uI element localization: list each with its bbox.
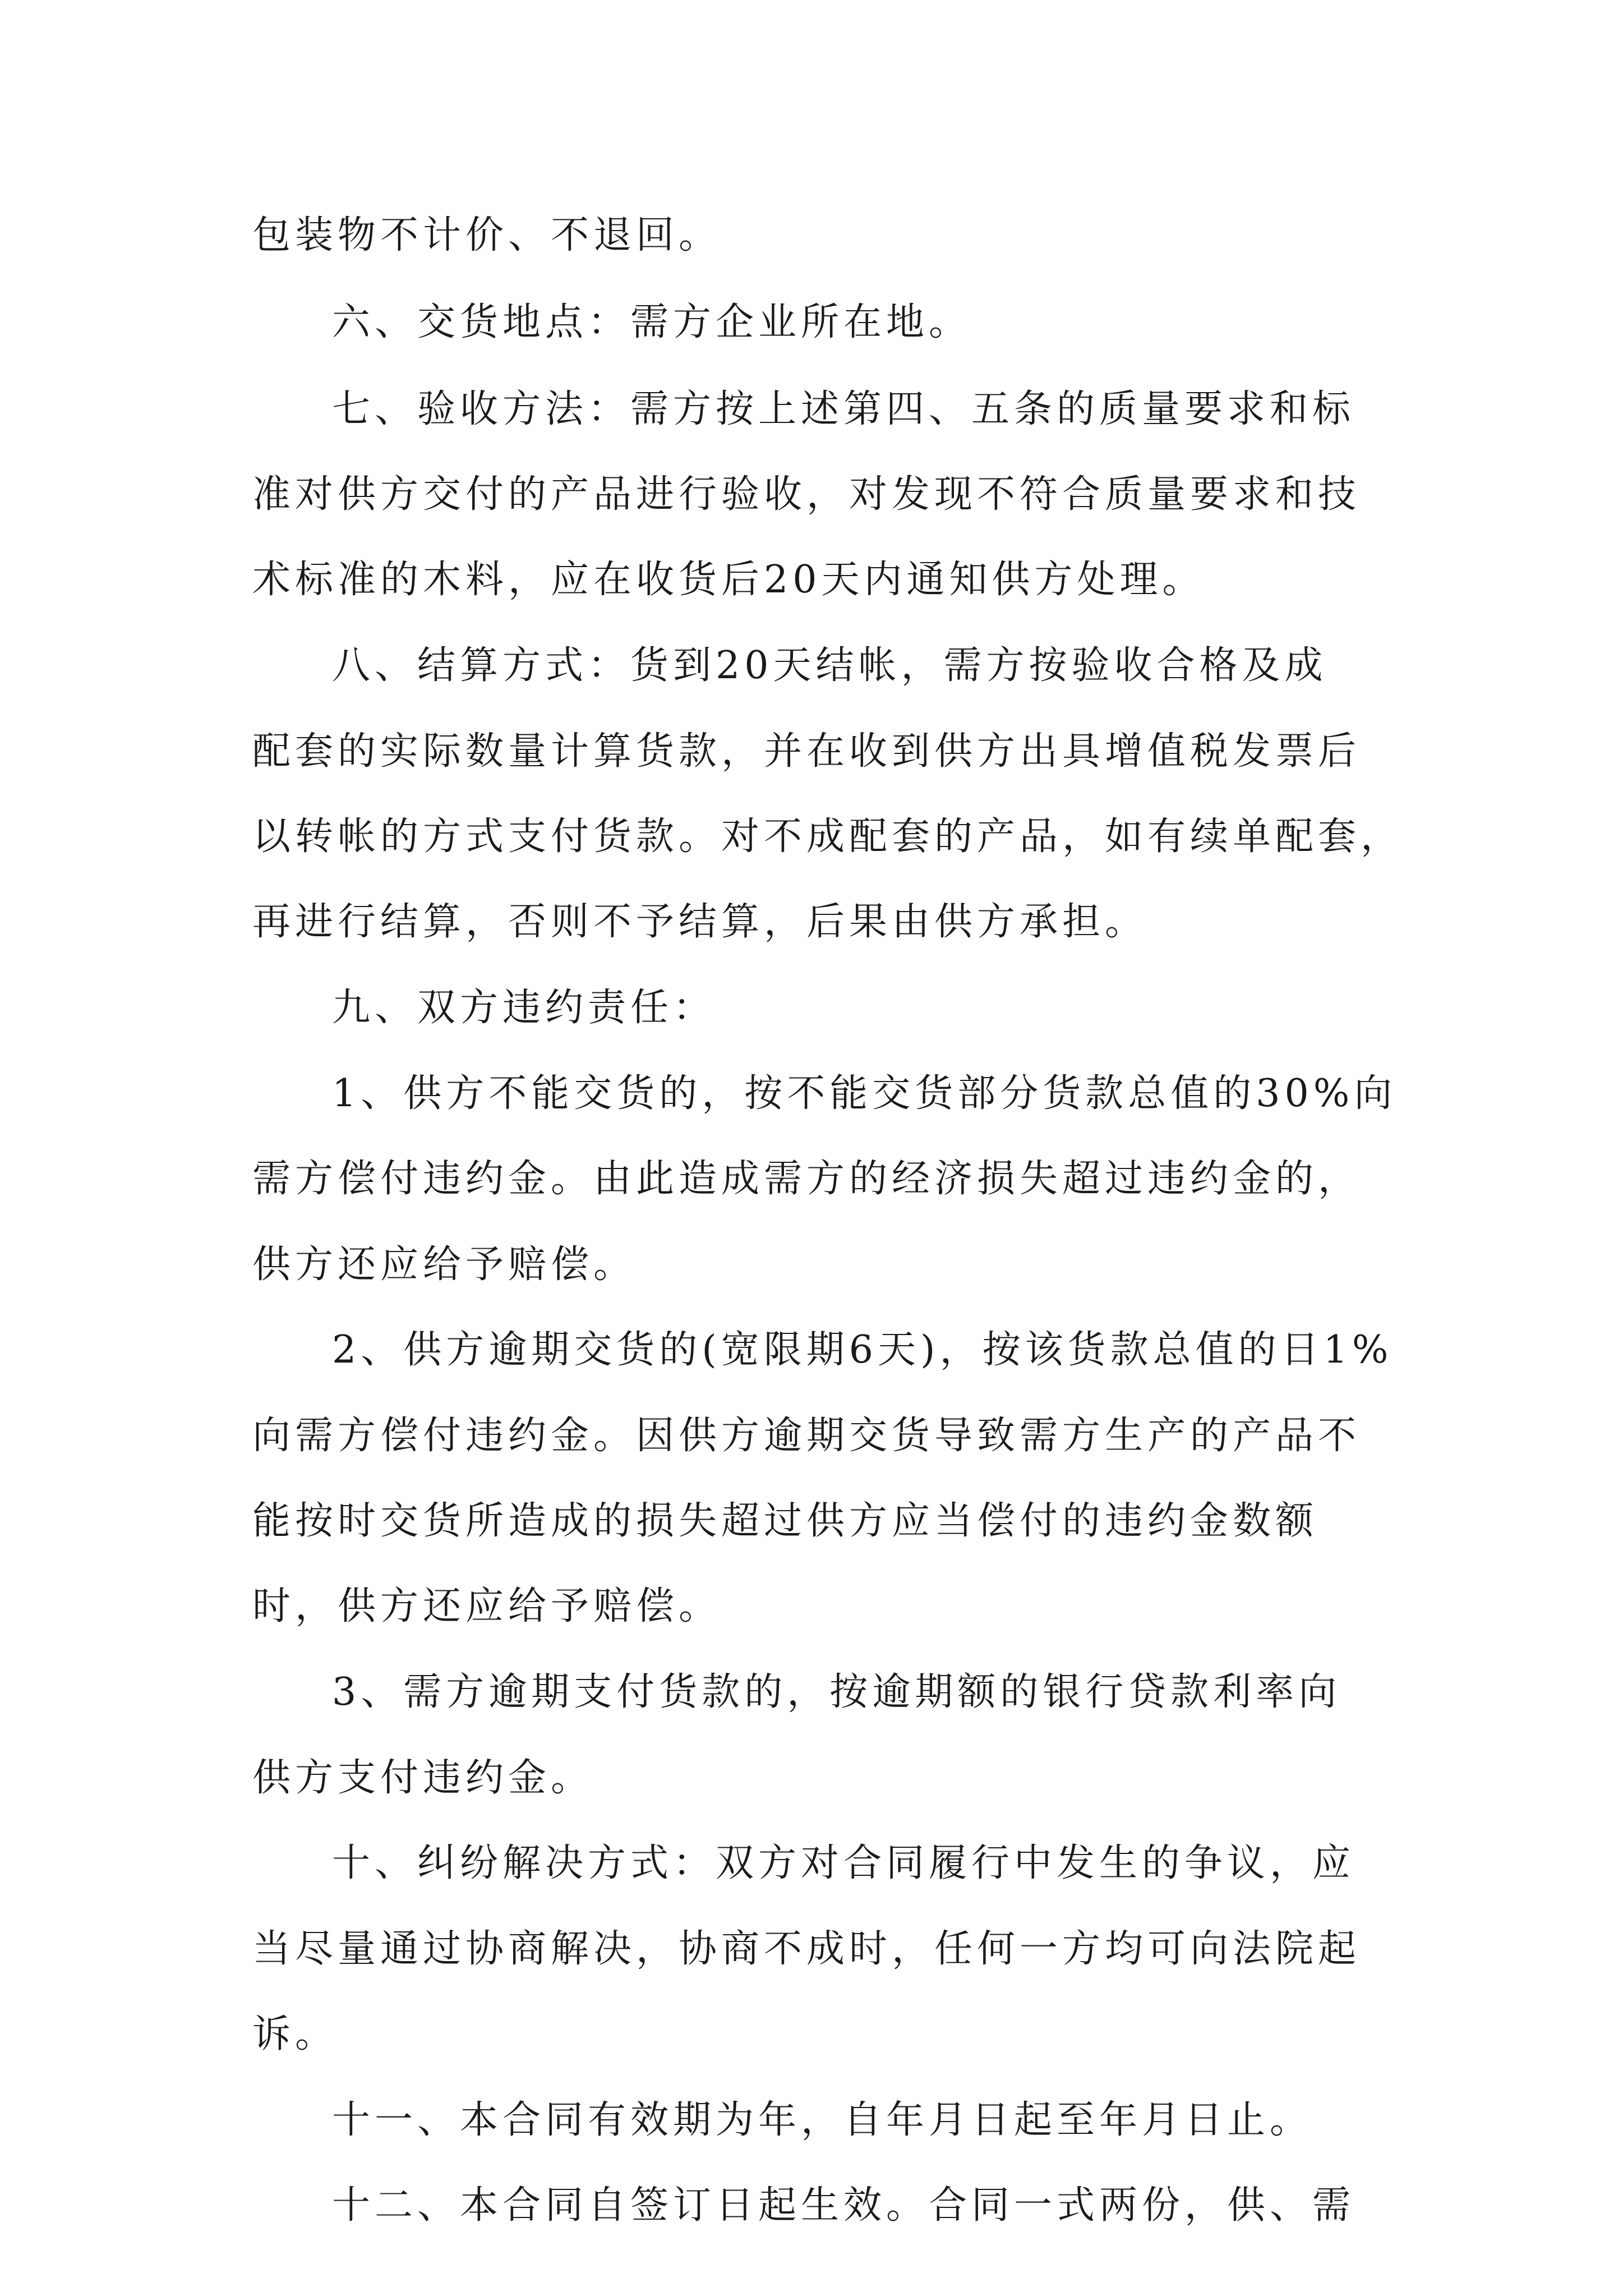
text-line: 十、纠纷解决方式：双方对合同履行中发生的争议，应 [332, 1841, 1355, 1885]
text-line: 当尽量通过协商解决，协商不成时，任何一方均可向法院起 [252, 1927, 1361, 1971]
text-line: 供方支付违约金。 [252, 1756, 594, 1800]
text-line: 配套的实际数量计算货款，并在收到供方出具增值税发票后 [252, 729, 1361, 774]
text-line: 时，供方还应给予赔偿。 [252, 1584, 722, 1628]
text-line: 术标准的木料，应在收货后20天内通知供方处理。 [252, 558, 1205, 602]
text-line: 八、结算方式：货到20天结帐，需方按验收合格及成 [332, 643, 1327, 688]
text-line: 诉。 [252, 2012, 338, 2056]
text-line: 以转帐的方式支付货款。对不成配套的产品，如有续单配套， [252, 815, 1404, 859]
text-line: 十一、本合同有效期为年，自年月日起至年月日止。 [332, 2098, 1313, 2142]
text-line: 包装物不计价、不退回。 [252, 213, 722, 257]
text-line: 供方还应给予赔偿。 [252, 1243, 637, 1287]
text-line: 2、供方逾期交货的(宽限期6天)，按该货款总值的日1% [332, 1328, 1393, 1372]
text-line: 能按时交货所造成的损失超过供方应当偿付的违约金数额 [252, 1499, 1318, 1543]
text-line: 1、供方不能交货的，按不能交货部分货款总值的30%向 [332, 1071, 1397, 1116]
text-line: 再进行结算，否则不予结算，后果由供方承担。 [252, 900, 1148, 944]
text-line: 七、验收方法：需方按上述第四、五条的质量要求和标 [332, 387, 1355, 431]
text-line: 十二、本合同自签订日起生效。合同一式两份，供、需 [332, 2183, 1355, 2228]
text-line: 3、需方逾期支付货款的，按逾期额的银行贷款利率向 [332, 1670, 1341, 1714]
text-line: 九、双方违约责任： [332, 986, 716, 1030]
text-line: 准对供方交付的产品进行验收，对发现不符合质量要求和技 [252, 472, 1361, 517]
text-line: 需方偿付违约金。由此造成需方的经济损失超过违约金的， [252, 1157, 1361, 1201]
text-line: 向需方偿付违约金。因供方逾期交货导致需方生产的产品不 [252, 1414, 1361, 1458]
text-line: 六、交货地点：需方企业所在地。 [332, 300, 972, 344]
